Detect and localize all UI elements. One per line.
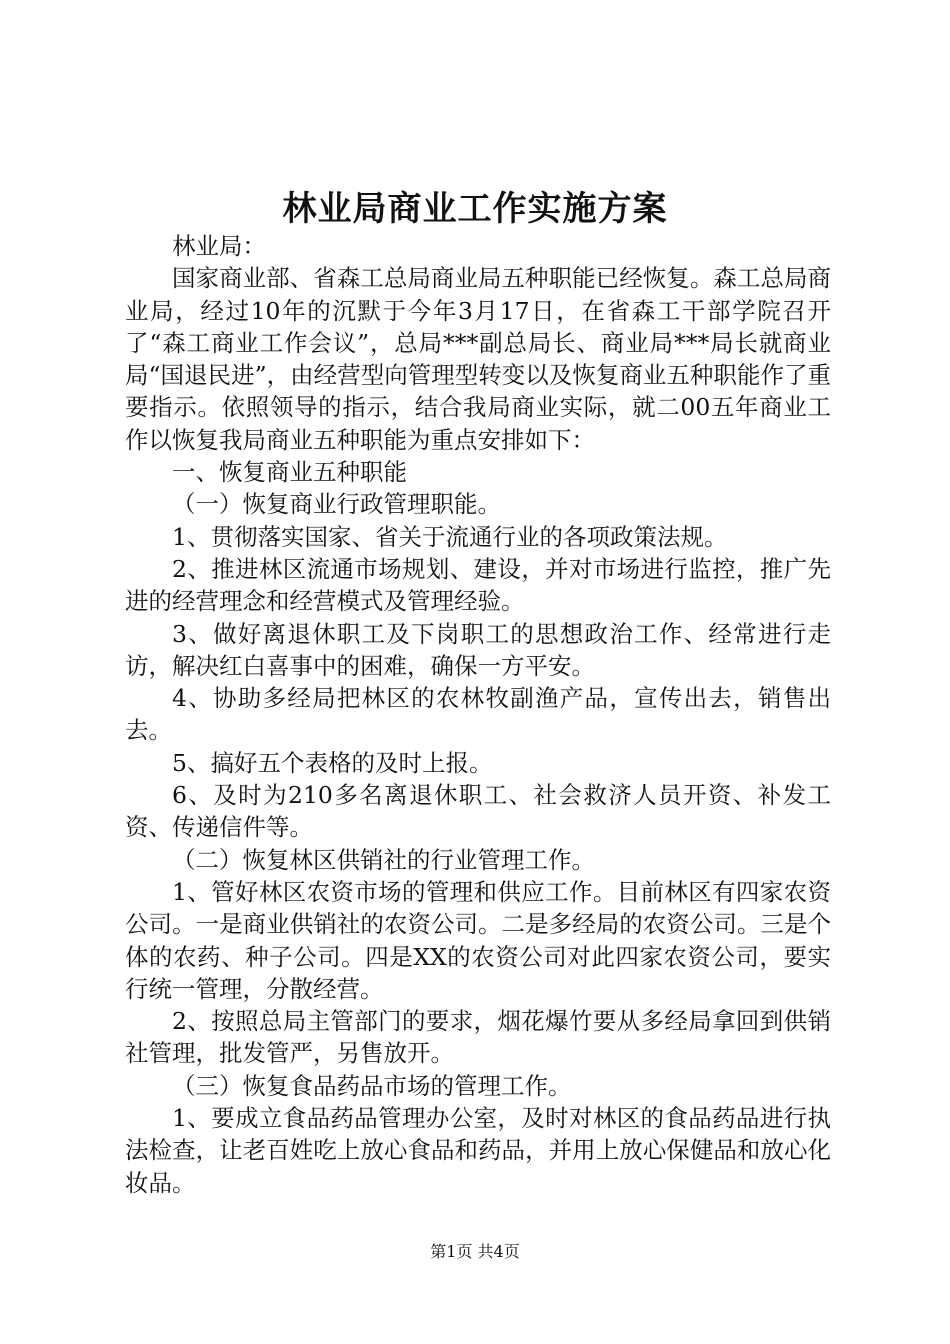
- paragraph-intro: 国家商业部、省森工总局商业局五种职能已经恢复。森工总局商业局，经过10年的沉默于今年3月17日，在省森工干部学院召开了“森工商业工作会议”，总局***副总局长、商业局***局长就商业局“国退民进”，由经营型向管理型转变以及恢复商业五种职能作了重要指示。依照领导的指示，结合我局商业实际，就二00五年商业工作以恢复我局商业五种职能为重点安排如下：: [125, 264, 831, 454]
- list-item: 2、推进林区流通市场规划、建设，并对市场进行监控，推广先进的经营理念和经营模式及管理经验。: [125, 554, 831, 616]
- list-item: 6、及时为210多名离退休职工、社会救济人员开资、补发工资、传递信件等。: [125, 781, 831, 842]
- list-item: 5、搞好五个表格的及时上报。: [172, 748, 493, 777]
- subsection-heading-1: （一）恢复商业行政管理职能。: [172, 490, 501, 519]
- list-item: 1、要成立食品药品管理办公室，及时对林区的食品药品进行执法检查，让老百姓吃上放心食品和药品，并用上放心保健品和放心化妆品。: [125, 1104, 831, 1197]
- list-item: 1、贯彻落实国家、省关于流通行业的各项政策法规。: [172, 522, 728, 551]
- document-title: 林业局商业工作实施方案: [282, 189, 668, 229]
- salutation: 林业局：: [172, 232, 266, 260]
- list-item: 3、做好离退休职工及下岗职工的思想政治工作、经常进行走访，解决红白喜事中的困难，确保一方平安。: [125, 619, 831, 680]
- section-heading-1: 一、恢复商业五种职能: [172, 458, 407, 487]
- list-item: 4、协助多经局把林区的农林牧副渔产品，宣传出去，销售出去。: [125, 684, 831, 745]
- page-footer: 第1页 共4页: [430, 1242, 520, 1261]
- list-item: 1、管好林区农资市场的管理和供应工作。目前林区有四家农资公司。一是商业供销社的农资公司。二是多经局的农资公司。三是个体的农药、种子公司。四是XX的农资公司对此四家农资公司，要实行统一管理，分散经营。: [125, 877, 831, 1003]
- subsection-heading-3: （三）恢复食品药品市场的管理工作。: [172, 1071, 572, 1100]
- subsection-heading-2: （二）恢复林区供销社的行业管理工作。: [172, 845, 595, 874]
- document-body: [125, 230, 831, 1199]
- list-item: 2、按照总局主管部门的要求，烟花爆竹要从多经局拿回到供销社管理，批发管严，另售放开。: [125, 1007, 831, 1068]
